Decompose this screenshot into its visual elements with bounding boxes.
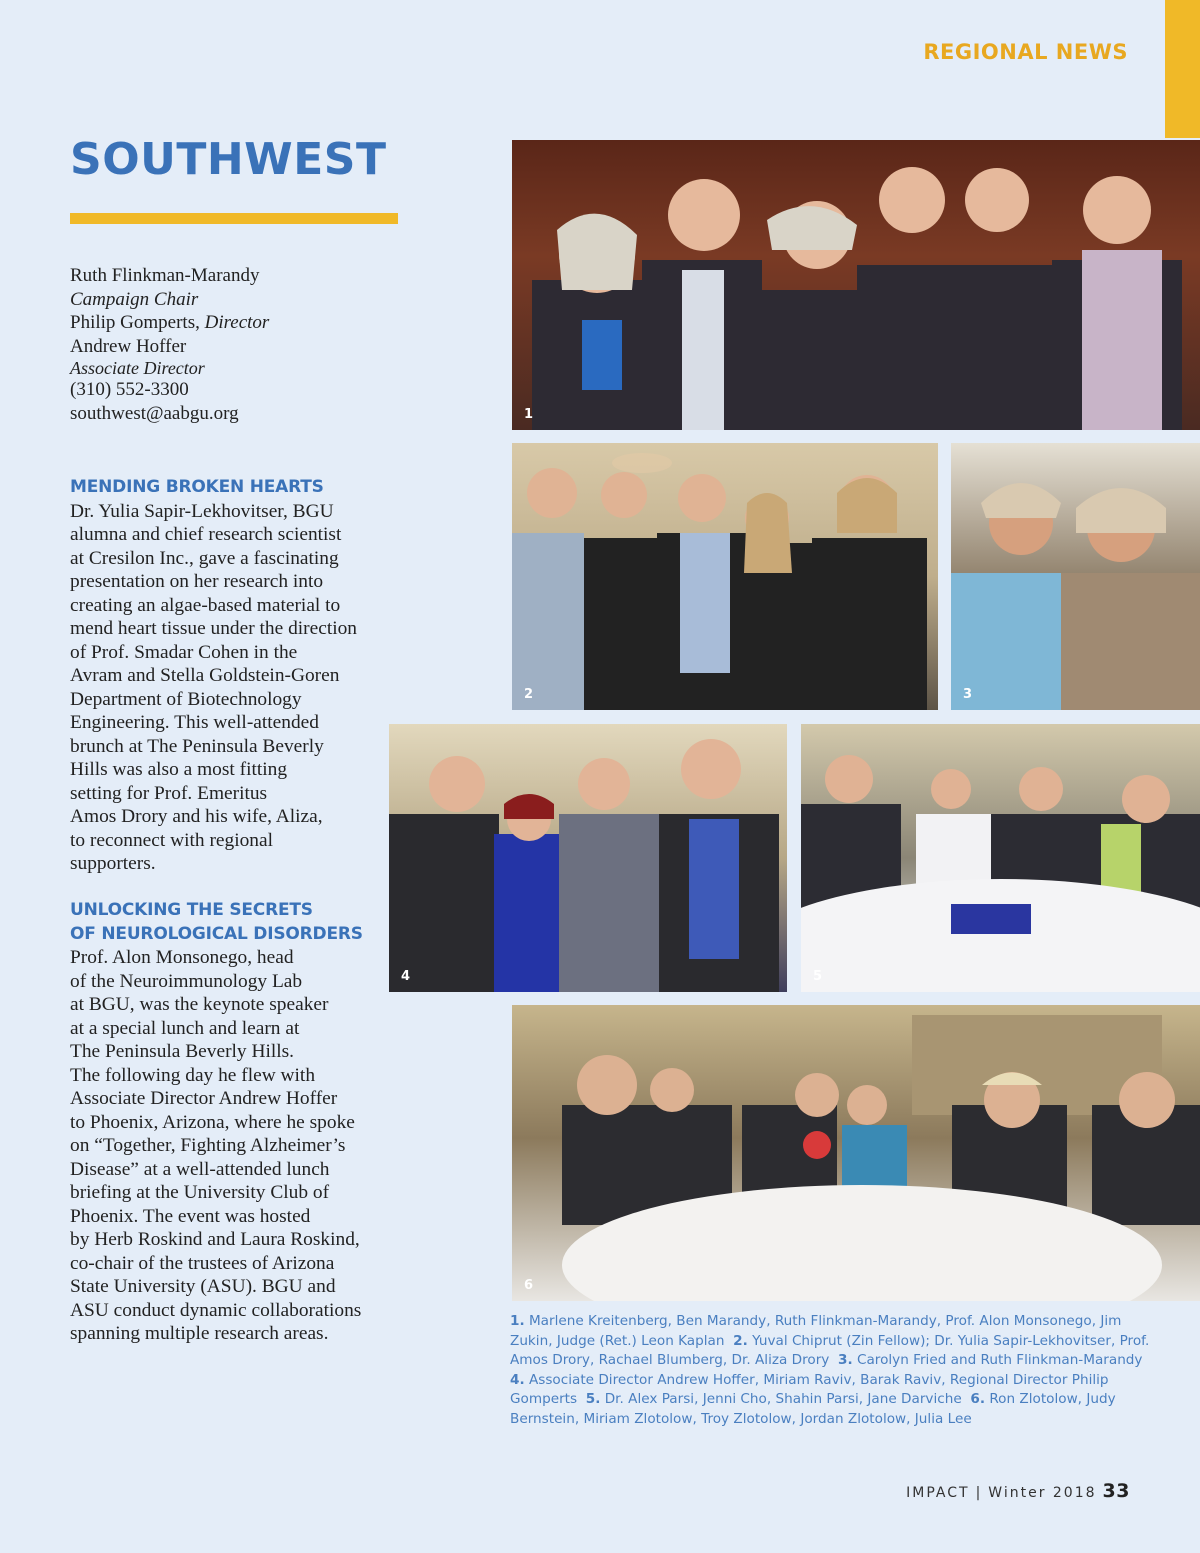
photo-6 <box>512 1005 1200 1301</box>
article-body: Dr. Yulia Sapir-Lekhovitser, BGU alumna and chief research scientist at Cresilon Inc., gave a fascinating presentation on her research into creating an algae-based material to mend heart tissue under the direction of Prof. Smadar Cohen in the Avram and Stella Goldstein-Goren Department of Biotechnology Engineering. This well-attended brunch at The Peninsula Beverly Hills was also a most fitting setting for Prof. Emeritus Amos Drory and his wife, Aliza, to reconnect with regional supporters. <box>70 500 357 874</box>
caption-number: 1. <box>510 1313 525 1329</box>
photo-6-illustration <box>512 1005 1200 1301</box>
caption-number: 3. <box>838 1352 853 1369</box>
publication-name: IMPACT <box>906 1485 970 1501</box>
assoc-role: Associate Director <box>70 358 205 378</box>
photo-4-illustration <box>389 724 787 992</box>
photo-2-illustration <box>512 443 938 710</box>
photo-number: 4 <box>401 969 411 984</box>
email-link[interactable]: southwest@aabgu.org <box>70 402 239 424</box>
caption-number: 4. <box>510 1371 525 1388</box>
phone: (310) 552-3300 <box>70 379 189 400</box>
caption-text: Associate Director Andrew Hoffer, Miriam Raviv, Barak Raviv, Regional Director Philip Gomperts <box>510 1371 1109 1408</box>
article-heading: MENDING BROKEN HEARTS <box>70 477 324 497</box>
photo-5-illustration <box>801 724 1200 992</box>
caption-number: 2. <box>733 1332 748 1349</box>
photo-captions <box>510 1312 1150 1430</box>
section-label: REGIONAL NEWS <box>923 40 1128 64</box>
photo-2 <box>512 443 938 710</box>
article-mending-hearts <box>70 476 390 876</box>
contact-block <box>70 264 400 425</box>
corner-accent-tab <box>1165 0 1200 138</box>
article-body: Prof. Alon Monsonego, head of the Neuroimmunology Lab at BGU, was the keynote speaker at a special lunch and learn at The Peninsula Beverly Hills. The following day he flew with Associate Director Andrew Hoffer to Phoenix, Arizona, where he spoke on “Together, Fighting Alzheimer’s Disease” at a well-attended lunch briefing at the University Club of Phoenix. The event was hosted by Herb Roskind and Laura Roskind, co-chair of the trustees of Arizona State University (ASU). BGU and ASU conduct dynamic collaborations spanning multiple research areas. <box>70 947 362 1344</box>
director-role: Director <box>204 312 270 333</box>
photo-number: 3 <box>963 687 973 702</box>
page-footer <box>906 1480 1130 1502</box>
photo-number: 6 <box>524 1278 534 1293</box>
caption-text: Dr. Alex Parsi, Jenni Cho, Shahin Parsi, Jane Darviche <box>604 1391 962 1408</box>
photo-1-illustration <box>512 140 1200 430</box>
chair-name: Ruth Flinkman-Marandy <box>70 265 260 286</box>
caption-text: Marlene Kreitenberg, Ben Marandy, Ruth Flinkman-Marandy, Prof. Alon Monsonego, Jim Zukin, Judge (Ret.) Leon Kaplan <box>510 1313 1122 1349</box>
page-number: 33 <box>1102 1480 1130 1502</box>
article-heading-line1: UNLOCKING THE SECRETS <box>70 900 313 920</box>
article-heading-line2: OF NEUROLOGICAL DISORDERS <box>70 923 363 944</box>
photo-number: 2 <box>524 687 534 702</box>
photo-3 <box>951 443 1200 710</box>
assoc-name: Andrew Hoffer <box>70 335 187 357</box>
caption-number: 5. <box>585 1391 601 1408</box>
article-neuro-disorders <box>70 899 390 1346</box>
chair-role: Campaign Chair <box>70 288 199 310</box>
photo-number: 5 <box>813 969 823 984</box>
caption-number: 6. <box>970 1391 985 1408</box>
photo-1 <box>512 140 1200 430</box>
issue-label: Winter 2018 <box>988 1485 1097 1501</box>
director-name: Philip Gomperts, <box>70 312 200 333</box>
title-underline <box>70 213 398 224</box>
photo-4 <box>389 724 787 992</box>
footer-separator: | <box>975 1485 983 1501</box>
caption-text: Carolyn Fried and Ruth Flinkman-Marandy <box>856 1352 1143 1369</box>
photo-3-illustration <box>951 443 1200 710</box>
caption-text: Ron Zlotolow, Judy Bernstein, Miriam Zlotolow, Troy Zlotolow, Jordan Zlotolow, Julia Lee <box>510 1391 1116 1427</box>
director-line <box>70 311 400 335</box>
page-title: SOUTHWEST <box>70 134 387 185</box>
photo-number: 1 <box>524 407 534 422</box>
caption-text: Yuval Chiprut (Zin Fellow); Dr. Yulia Sapir-Lekhovitser, Prof. Amos Drory, Rachael Blumberg, Dr. Aliza Drory <box>510 1332 1150 1369</box>
photo-5 <box>801 724 1200 992</box>
